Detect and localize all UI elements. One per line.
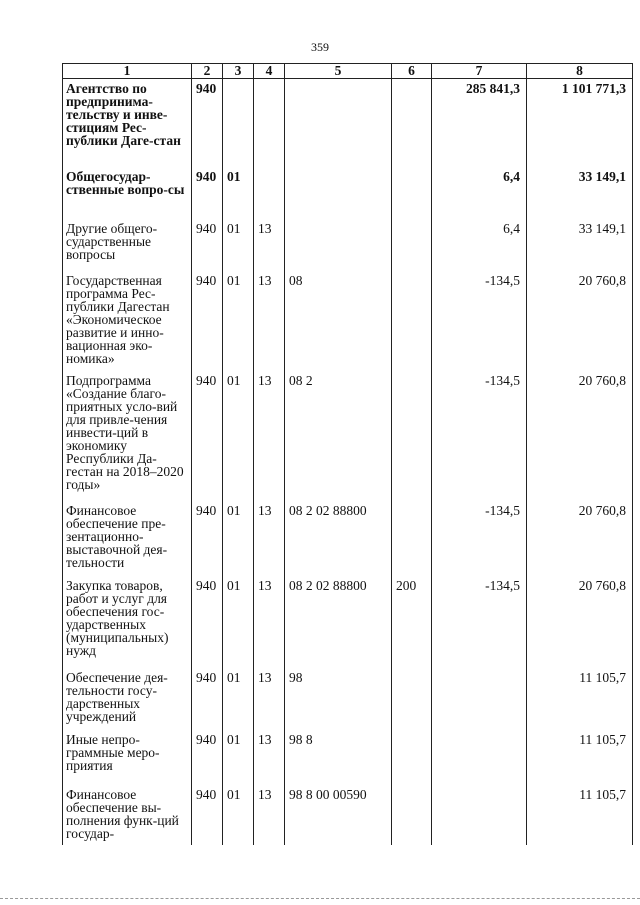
row-name-cell: Подпрограмма «Создание благо-приятных усло-вий для привле-чения инвести-ций в экономику Республики Да-гестан на 2018–2020 годы» — [63, 371, 192, 501]
row-section-cell: 01 — [223, 501, 254, 576]
row-subsection-cell — [254, 79, 285, 167]
row-code-cell: 940 — [192, 501, 223, 576]
table-row — [63, 167, 633, 219]
row-amount-total-cell: 20 760,8 — [527, 271, 633, 371]
row-expense-type-cell — [392, 219, 432, 271]
row-name-cell: Агентство по предпринима-тельству и инве-стициям Рес-публики Даге-стан — [63, 79, 192, 167]
row-expense-type-cell — [392, 730, 432, 785]
row-amount-change-cell: -134,5 — [432, 501, 527, 576]
row-target-article-cell: 08 — [285, 271, 392, 371]
row-name-cell: Иные непро-граммные меро-приятия — [63, 730, 192, 785]
row-section-cell: 01 — [223, 271, 254, 371]
row-expense-type-cell — [392, 371, 432, 501]
header-col-7: 7 — [432, 64, 527, 79]
table-row — [63, 271, 633, 371]
row-expense-type-cell — [392, 271, 432, 371]
row-target-article-cell: 08 2 02 88800 — [285, 501, 392, 576]
table-row — [63, 371, 633, 501]
table-row — [63, 730, 633, 785]
row-amount-change-cell: 285 841,3 — [432, 79, 527, 167]
page-bottom-rule — [0, 898, 640, 899]
header-col-6: 6 — [392, 64, 432, 79]
row-target-article-cell — [285, 219, 392, 271]
row-section-cell: 01 — [223, 730, 254, 785]
row-section-cell: 01 — [223, 785, 254, 845]
row-amount-change-cell: 6,4 — [432, 167, 527, 219]
row-amount-total-cell: 20 760,8 — [527, 501, 633, 576]
row-subsection-cell: 13 — [254, 271, 285, 371]
header-col-8: 8 — [527, 64, 633, 79]
header-col-2: 2 — [192, 64, 223, 79]
row-amount-total-cell: 33 149,1 — [527, 219, 633, 271]
row-target-article-cell: 98 8 — [285, 730, 392, 785]
row-amount-total-cell: 1 101 771,3 — [527, 79, 633, 167]
row-amount-change-cell: 6,4 — [432, 219, 527, 271]
row-target-article-cell — [285, 167, 392, 219]
row-code-cell: 940 — [192, 271, 223, 371]
row-subsection-cell: 13 — [254, 730, 285, 785]
row-name-cell: Финансовое обеспечение пре-зентационно-выставочной дея-тельности — [63, 501, 192, 576]
row-expense-type-cell — [392, 79, 432, 167]
row-amount-total-cell: 11 105,7 — [527, 785, 633, 845]
row-section-cell: 01 — [223, 576, 254, 668]
row-expense-type-cell — [392, 668, 432, 730]
row-expense-type-cell — [392, 501, 432, 576]
row-target-article-cell: 08 2 02 88800 — [285, 576, 392, 668]
row-section-cell: 01 — [223, 668, 254, 730]
row-code-cell: 940 — [192, 371, 223, 501]
row-subsection-cell: 13 — [254, 501, 285, 576]
row-name-cell: Закупка товаров, работ и услуг для обеспечения гос-ударственных (муниципальных) нужд — [63, 576, 192, 668]
header-col-4: 4 — [254, 64, 285, 79]
row-name-cell: Финансовое обеспечение вы-полнения функ-ций государ- — [63, 785, 192, 845]
row-code-cell: 940 — [192, 785, 223, 845]
row-subsection-cell: 13 — [254, 371, 285, 501]
row-name-cell: Государственная программа Рес-публики Дагестан «Экономическое развитие и инно-вационная эко-номика» — [63, 271, 192, 371]
row-name-cell: Обеспечение дея-тельности госу-дарственных учреждений — [63, 668, 192, 730]
row-code-cell: 940 — [192, 576, 223, 668]
row-subsection-cell — [254, 167, 285, 219]
row-section-cell: 01 — [223, 371, 254, 501]
row-code-cell: 940 — [192, 79, 223, 167]
row-amount-change-cell — [432, 668, 527, 730]
row-code-cell: 940 — [192, 167, 223, 219]
table-header-row — [63, 64, 633, 79]
row-subsection-cell: 13 — [254, 576, 285, 668]
budget-table — [62, 63, 633, 845]
row-target-article-cell: 98 — [285, 668, 392, 730]
row-amount-change-cell: -134,5 — [432, 576, 527, 668]
row-amount-change-cell — [432, 785, 527, 845]
row-expense-type-cell — [392, 167, 432, 219]
row-name-cell: Другие общего-сударственные вопросы — [63, 219, 192, 271]
table-row — [63, 501, 633, 576]
row-target-article-cell: 98 8 00 00590 — [285, 785, 392, 845]
row-section-cell: 01 — [223, 219, 254, 271]
row-amount-change-cell: -134,5 — [432, 271, 527, 371]
row-subsection-cell: 13 — [254, 785, 285, 845]
row-amount-total-cell: 33 149,1 — [527, 167, 633, 219]
table-row — [63, 576, 633, 668]
row-amount-total-cell: 20 760,8 — [527, 371, 633, 501]
header-col-1: 1 — [63, 64, 192, 79]
row-section-cell: 01 — [223, 167, 254, 219]
header-col-3: 3 — [223, 64, 254, 79]
table-row — [63, 219, 633, 271]
row-target-article-cell — [285, 79, 392, 167]
row-amount-total-cell: 11 105,7 — [527, 668, 633, 730]
header-col-5: 5 — [285, 64, 392, 79]
row-amount-total-cell: 20 760,8 — [527, 576, 633, 668]
row-code-cell: 940 — [192, 730, 223, 785]
row-name-cell: Общегосудар-ственные вопро-сы — [63, 167, 192, 219]
row-code-cell: 940 — [192, 668, 223, 730]
table-row — [63, 668, 633, 730]
table-row — [63, 785, 633, 845]
row-section-cell — [223, 79, 254, 167]
row-subsection-cell: 13 — [254, 668, 285, 730]
row-subsection-cell: 13 — [254, 219, 285, 271]
row-code-cell: 940 — [192, 219, 223, 271]
row-amount-change-cell: -134,5 — [432, 371, 527, 501]
row-expense-type-cell: 200 — [392, 576, 432, 668]
row-target-article-cell: 08 2 — [285, 371, 392, 501]
row-amount-total-cell: 11 105,7 — [527, 730, 633, 785]
row-expense-type-cell — [392, 785, 432, 845]
row-amount-change-cell — [432, 730, 527, 785]
table-row — [63, 79, 633, 167]
page-number: 359 — [311, 40, 329, 54]
